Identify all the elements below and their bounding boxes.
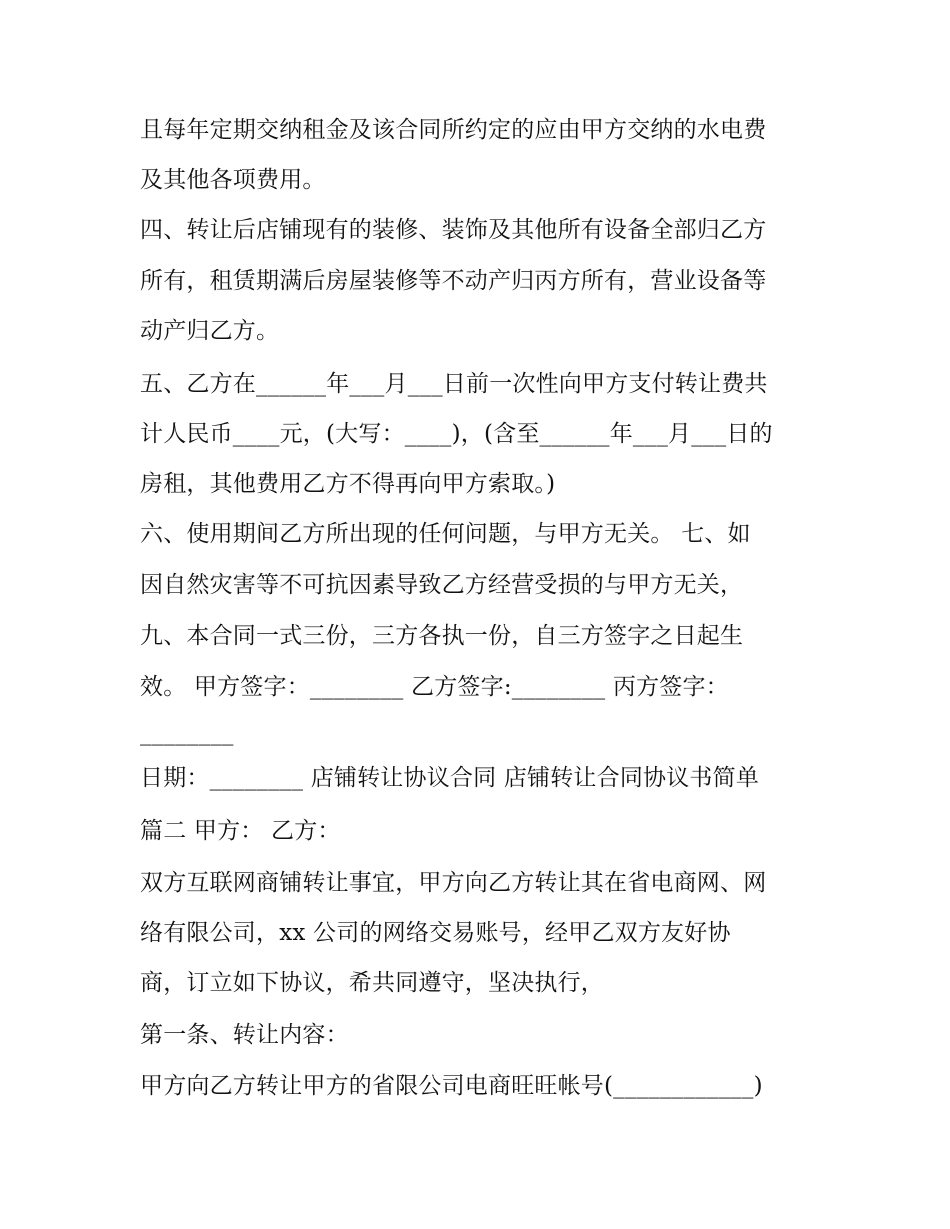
text-line: 六、使用期间乙方所出现的任何问题，与甲方无关。 七、如 xyxy=(140,521,751,547)
text-line: 因自然灾害等不可抗因素导致乙方经营受损的与甲方无关， xyxy=(140,572,744,598)
text-line: ________ xyxy=(140,720,234,746)
text-line: 络有限公司，xx 公司的网络交易账号，经甲乙双方友好协 xyxy=(140,920,731,946)
text-line: 五、乙方在______年___月___日前一次性向甲方支付转让费共 xyxy=(140,371,768,397)
text-line: 所有，租赁期满后房屋装修等不动产归丙方所有，营业设备等 xyxy=(140,268,767,294)
text-line: 商，订立如下协议，希共同遵守，坚决执行， xyxy=(140,970,604,996)
text-line: 四、转让后店铺现有的装修、装饰及其他所有设备全部归乙方 xyxy=(140,217,767,243)
text-line: 日期：________ 店铺转让协议合同 店铺转让合同协议书简单 xyxy=(140,765,760,791)
text-line: 双方互联网商铺转让事宜，甲方向乙方转让其在省电商网、网 xyxy=(140,870,767,896)
text-line: 九、本合同一式三份，三方各执一份，自三方签字之日起生 xyxy=(140,623,744,649)
text-line: 房租，其他费用乙方不得再向甲方索取。) xyxy=(140,471,556,497)
text-line: 甲方向乙方转让甲方的省限公司电商旺旺帐号(____________) xyxy=(140,1073,763,1099)
text-line: 第一条、转让内容： xyxy=(140,1022,349,1048)
text-line: 且每年定期交纳租金及该合同所约定的应由甲方交纳的水电费 xyxy=(140,117,767,143)
text-line: 篇二 甲方： 乙方： xyxy=(140,818,341,844)
text-line: 动产归乙方。 xyxy=(140,318,280,344)
text-line: 及其他各项费用。 xyxy=(140,167,326,193)
text-line: 计人民币____元，(大写：____)，(含至______年___月___日的 xyxy=(140,421,773,447)
text-line: 效。 甲方签字：________ 乙方签字:________ 丙方签字： xyxy=(140,674,729,700)
